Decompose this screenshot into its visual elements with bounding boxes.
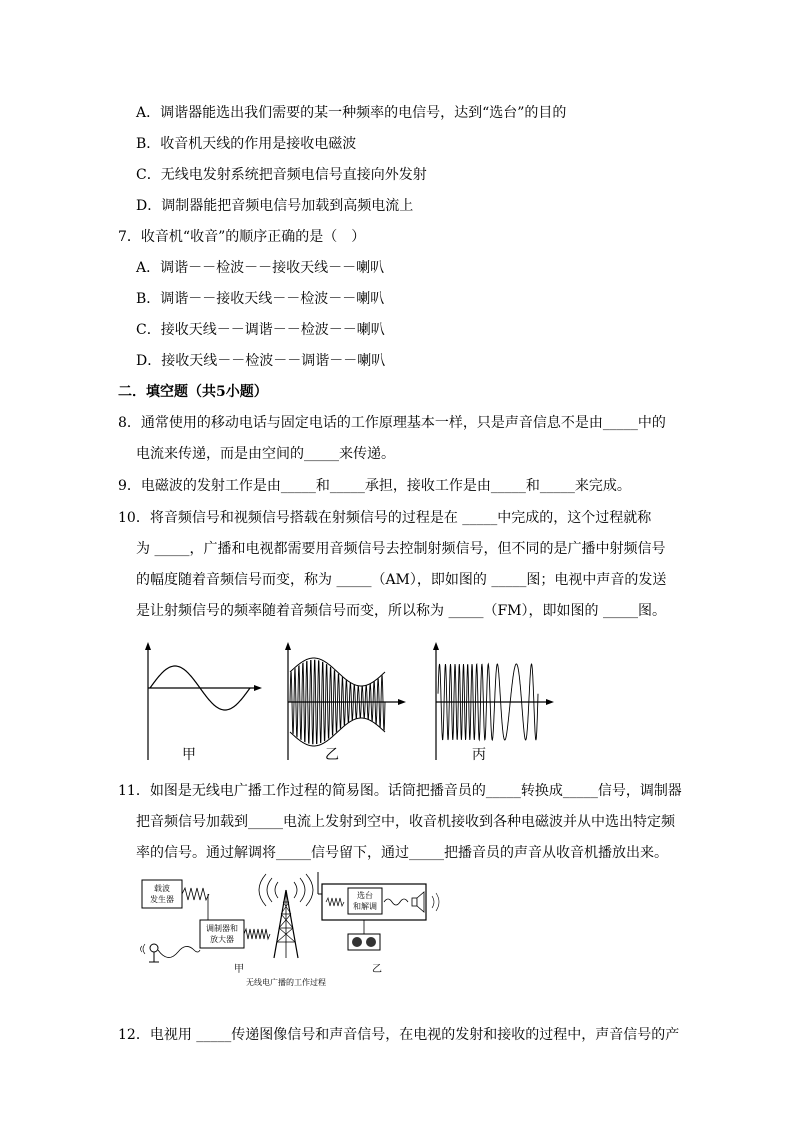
carrier-box-line-2: 发生器 — [150, 895, 174, 904]
wave-yi — [285, 642, 406, 760]
carrier-box-line-1: 载波 — [154, 884, 170, 893]
modulator-box-line-2: 放大器 — [210, 935, 234, 944]
tuner-box-line-1: 选台 — [357, 891, 373, 900]
radio-broadcast-diagram — [136, 868, 466, 993]
q7-option-a: A．调谐－－检波－－接收天线－－喇叭 — [136, 260, 385, 276]
q7-option-b: B．调谐－－接收天线－－检波－－喇叭 — [136, 291, 385, 307]
q7-option-c: C．接收天线－－调谐－－检波－－喇叭 — [136, 322, 385, 338]
wave-jia — [145, 642, 262, 760]
microphone-icon — [141, 944, 160, 962]
section-title: 二．填空题（共5小题） — [118, 384, 268, 400]
q6-option-c: C．无线电发射系统把音频电信号直接向外发射 — [136, 167, 427, 183]
q11-line-3: 率的信号。通过解调将_____信号留下，通过_____把播音员的声音从收音机播放出来。 — [136, 845, 668, 861]
q8-line-1: 8．通常使用的移动电话与固定电话的工作原理基本一样，只是声音信息不是由_____中的 — [118, 415, 666, 431]
q10-line-4: 是让射频信号的频率随着音频信号而变，所以称为 _____（FM），即如图的 _____图。 — [136, 603, 666, 619]
diagram-label-jia: 甲 — [234, 964, 244, 975]
antenna-tower-icon — [259, 874, 313, 958]
tuner-box-line-2: 和解调 — [353, 902, 377, 911]
q8-line-2: 电流来传递，而是由空间的_____来传递。 — [136, 446, 395, 462]
q12-line: 12．电视用 _____传递图像信号和声音信号，在电视的发射和接收的过程中，声音信号的产 — [118, 1027, 680, 1043]
radio-set-icon — [348, 920, 380, 950]
q6-option-d: D．调制器能把音频电信号加载到高频电流上 — [136, 198, 414, 214]
q9-line: 9．电磁波的发射工作是由_____和_____承担，接收工作是由_____和_____来完成。 — [118, 478, 631, 494]
modulator-box-line-1: 调制器和 — [206, 924, 238, 933]
wave-label-yi: 乙 — [325, 747, 339, 763]
diagram-caption: 无线电广播的工作过程 — [246, 978, 326, 987]
diagram-label-yi: 乙 — [372, 964, 382, 975]
q10-line-2: 为 _____，广播和电视都需要用音频信号去控制射频信号，但不同的是广播中射频信号 — [136, 541, 666, 557]
q7-stem: 7．收音机“收音”的顺序正确的是（ ） — [118, 229, 366, 245]
wave-figures — [140, 640, 560, 770]
q7-option-d: D．接收天线－－检波－－调谐－－喇叭 — [136, 353, 386, 369]
q10-line-1: 10．将音频信号和视频信号搭载在射频信号的过程是在 _____中完成的，这个过程就称 — [118, 510, 652, 526]
wave-label-jia: 甲 — [182, 747, 196, 763]
q6-option-b: B．收音机天线的作用是接收电磁波 — [136, 136, 357, 152]
wave-label-bing: 丙 — [472, 747, 486, 763]
wave-bing — [433, 642, 554, 760]
q11-line-2: 把音频信号加载到_____电流上发射到空中，收音机接收到各种电磁波并从中选出特定频 — [136, 814, 675, 830]
q11-line-1: 11．如图是无线电广播工作过程的简易图。话筒把播音员的_____转换成_____信号，调制器 — [118, 783, 682, 799]
q6-option-a: A．调谐器能选出我们需要的某一种频率的电信号，达到“选台”的目的 — [136, 105, 567, 121]
q10-line-3: 的幅度随着音频信号而变，称为 _____（AM），即如图的 _____图；电视中声音的发送 — [136, 572, 667, 588]
